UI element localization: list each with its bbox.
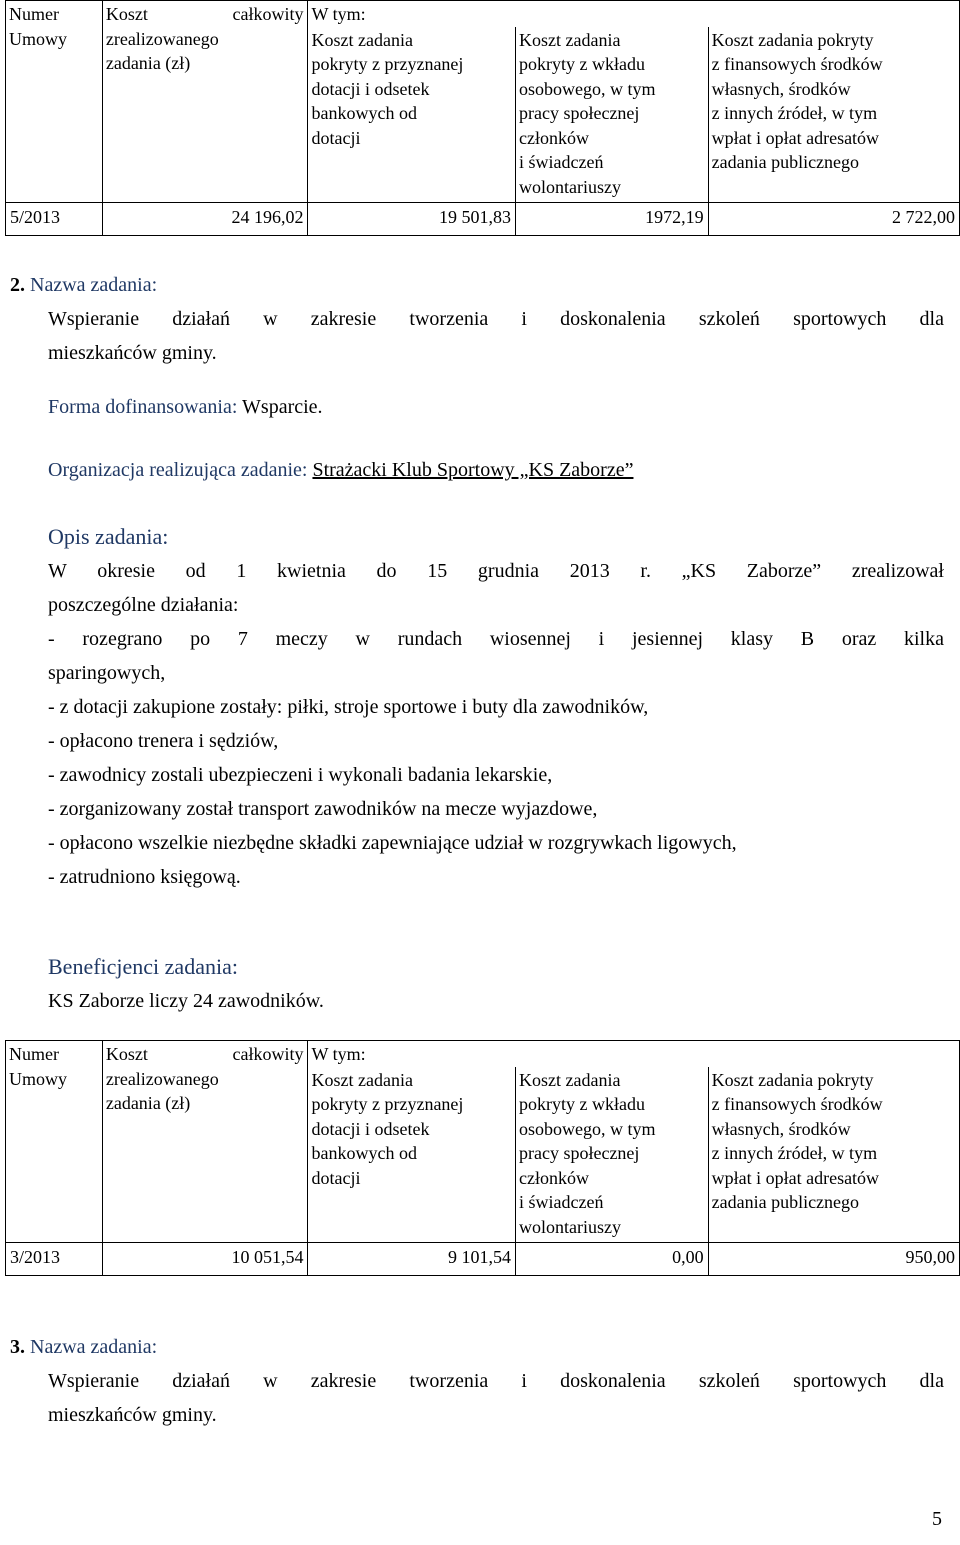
cost-table-2 [5,1040,960,1276]
cell-wlasne: 2 722,00 [708,203,959,236]
task-name-line: mieszkańców gminy. [48,342,217,364]
header-total-calkowity: całkowity [232,1044,304,1064]
opis-line: W okresie od 1 kwietnia do 15 grudnia 2013 r. „KS Zaborze” zrealizował [48,560,944,582]
opis-line: - z dotacji zakupione zostały: piłki, stroje sportowe i buty dla zawodników, [48,696,649,718]
cell-dotacja: 9 101,54 [308,1243,516,1276]
header-wlasne: Koszt zadania pokryty z finansowych środków własnych, środków z innych źródeł, w tym wpłat i opłat adresatów zadania publicznego [708,1067,959,1243]
cell-dotacja: 19 501,83 [308,203,516,236]
task-name-line: Wspieranie działań w zakresie tworzenia i doskonalenia szkoleń sportowych dla [48,308,944,330]
opis-line: - zorganizowany został transport zawodników na mecze wyjazdowe, [48,798,598,820]
beneficjenci-section [48,950,944,1018]
task-name-line: Wspieranie działań w zakresie tworzenia i doskonalenia szkoleń sportowych dla [48,1370,944,1392]
header-in-which: W tym: [308,1041,960,1067]
forma-label: Forma dofinansowania: [48,396,238,418]
org-label: Organizacja realizująca zadanie: [48,459,308,481]
section-number: 2. [10,274,25,296]
header-wklad: Koszt zadania pokryty z wkładu osobowego, w tym pracy społecznej członków i świadczeń wolontariuszy [515,1067,708,1243]
header-total-koszt: Koszt [105,4,148,24]
cost-table-1 [5,0,960,236]
header-total: Koszt całkowity zrealizowanego zadania (zł) [102,1,308,203]
opis-line: - opłacono wszelkie niezbędne składki zapewniające udział w rozgrywkach ligowych, [48,832,737,854]
opis-line: - zatrudniono księgową. [48,866,241,888]
cell-total: 10 051,54 [102,1243,308,1276]
cell-wklad: 0,00 [515,1243,708,1276]
task-name-label: Nazwa zadania: [30,1336,158,1358]
opis-line: - rozegrano po 7 meczy w rundach wiosennej i jesiennej klasy B oraz kilka [48,628,944,650]
header-wklad: Koszt zadania pokryty z wkładu osobowego, w tym pracy społecznej członków i świadczeń wolontariuszy [515,27,708,203]
section-number: 3. [10,1336,25,1358]
forma-value: Wsparcie. [242,396,323,418]
task-name-label: Nazwa zadania: [30,274,158,296]
forma-row [48,390,944,424]
page-number: 5 [932,1508,942,1530]
header-umowa: Numer Umowy [6,1041,103,1243]
header-wlasne: Koszt zadania pokryty z finansowych środków własnych, środków z innych źródeł, w tym wpłat i opłat adresatów zadania publicznego [708,27,959,203]
header-total-calkowity: całkowity [232,4,304,24]
beneficjenci-value: KS Zaborze liczy 24 zawodników. [48,990,324,1012]
opis-line: - opłacono trenera i sędziów, [48,730,279,752]
section-2 [10,268,944,370]
opis-label: Opis zadania: [48,524,169,549]
cell-umowa: 5/2013 [6,203,103,236]
org-value: Strażacki Klub Sportowy „KS Zaborze” [312,459,634,481]
table-row [6,203,960,236]
header-total: Koszt całkowity zrealizowanego zadania (zł) [102,1041,308,1243]
task-name-line: mieszkańców gminy. [48,1404,217,1426]
header-umowa: Numer Umowy [6,1,103,203]
cell-total: 24 196,02 [102,203,308,236]
cell-wlasne: 950,00 [708,1243,959,1276]
opis-line: - zawodnicy zostali ubezpieczeni i wykonali badania lekarskie, [48,764,553,786]
header-dotacja: Koszt zadania pokryty z przyznanej dotacji i odsetek bankowych od dotacji [308,27,516,203]
section-3 [10,1330,944,1432]
header-total-koszt: Koszt [105,1044,148,1064]
header-dotacja: Koszt zadania pokryty z przyznanej dotacji i odsetek bankowych od dotacji [308,1067,516,1243]
opis-line: poszczególne działania: [48,594,239,616]
org-row [48,453,944,487]
cell-wklad: 1972,19 [515,203,708,236]
cell-umowa: 3/2013 [6,1243,103,1276]
opis-section [48,520,944,894]
beneficjenci-label: Beneficjenci zadania: [48,954,238,979]
table-row [6,1243,960,1276]
opis-line: sparingowych, [48,662,166,684]
header-in-which: W tym: [308,1,960,27]
